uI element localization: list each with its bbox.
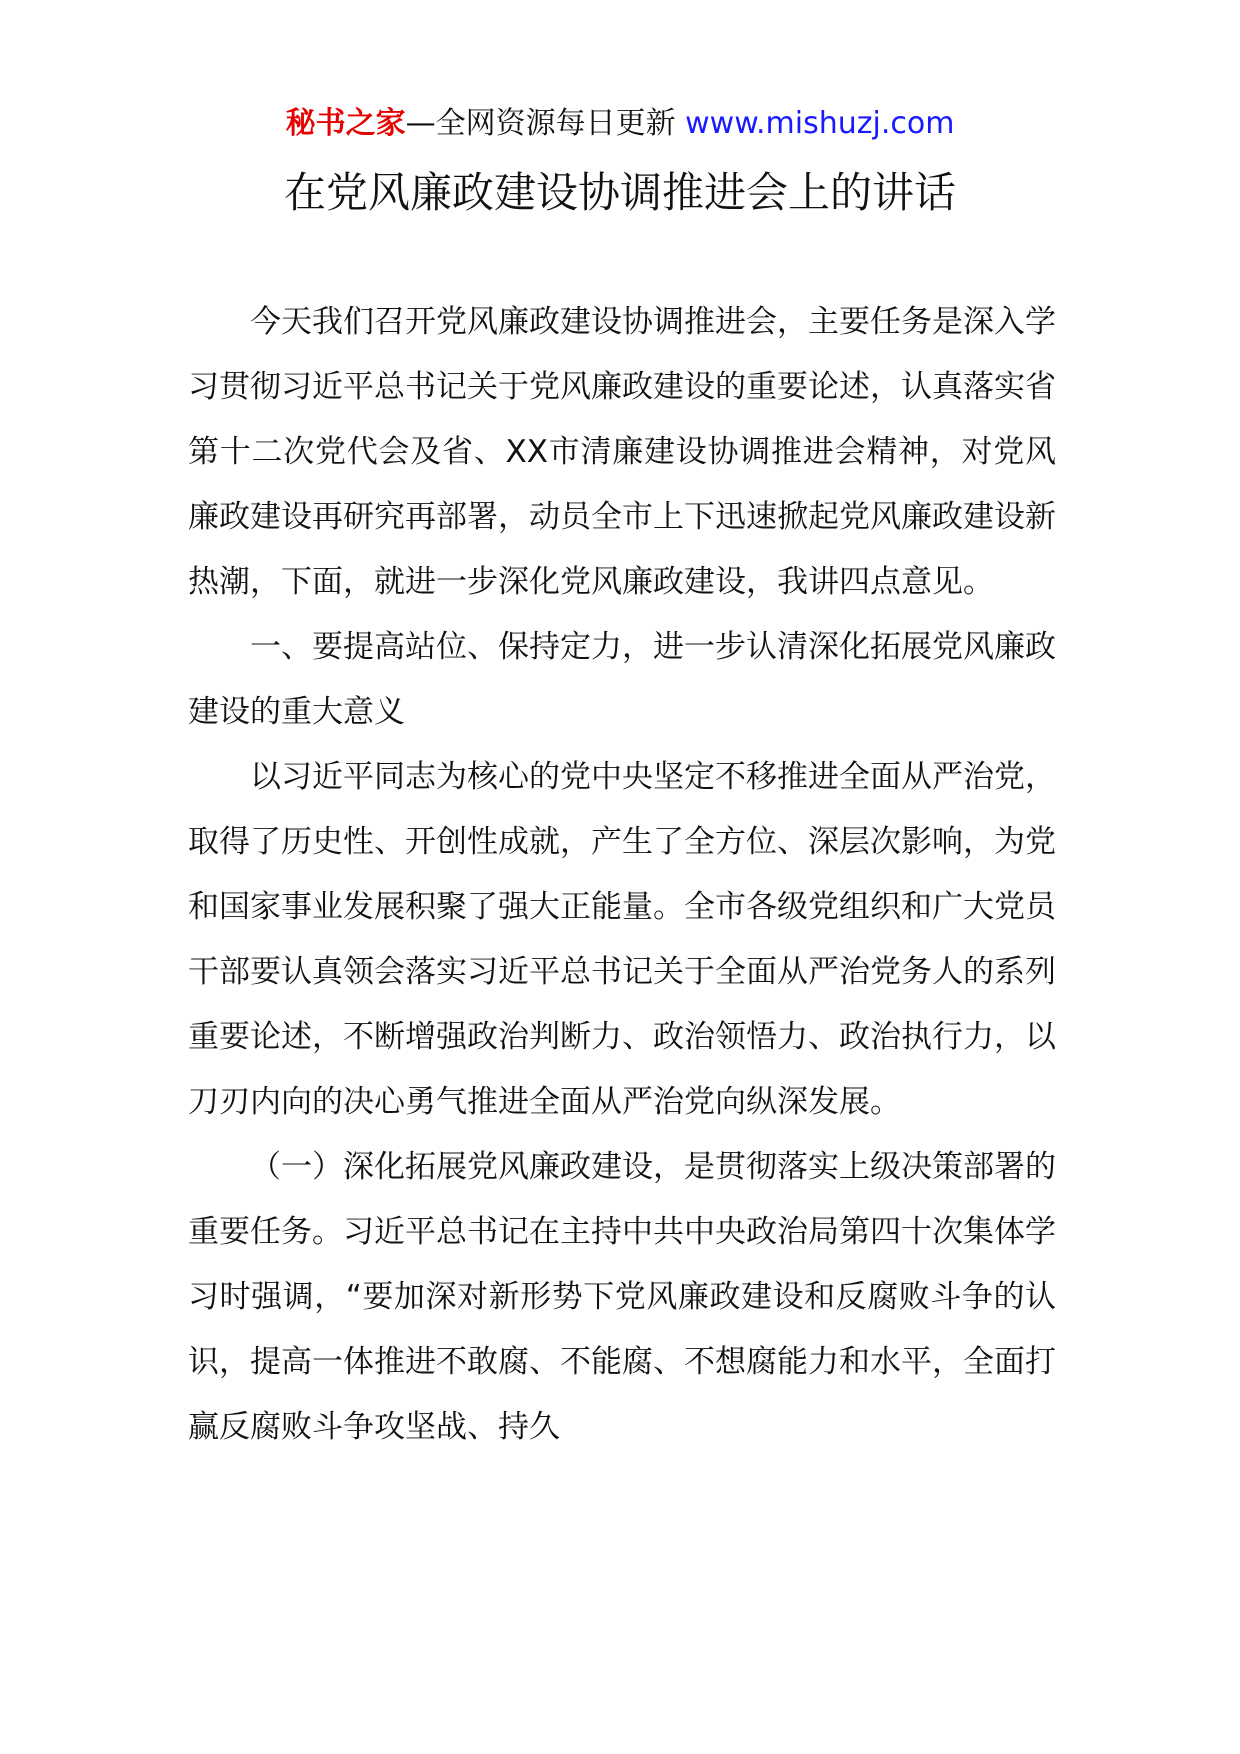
paragraph-subsection-1: （一）深化拓展党风廉政建设，是贯彻落实上级决策部署的重要任务。习近平总书记在主持中共中央政治局第四十次集体学习时强调，“要加深对新形势下党风廉政建设和反腐败斗争的认识，提高一体推进不敢腐、不能腐、不想腐能力和水平，全面打赢反腐败斗争攻坚战、持久 xyxy=(188,1149,1056,1445)
site-slogan: —全网资源每日更新 xyxy=(405,106,676,141)
site-url-link[interactable]: www.mishuzj.com xyxy=(685,106,955,141)
document-body xyxy=(188,290,1056,1460)
section-heading-1: 一、要提高站位、保持定力，进一步认清深化拓展党风廉政建设的重大意义 xyxy=(188,629,1056,730)
paragraph-section-1: 以习近平同志为核心的党中央坚定不移推进全面从严治党，取得了历史性、开创性成就，产生了全方位、深层次影响，为党和国家事业发展积聚了强大正能量。全市各级党组织和广大党员干部要认真领会落实习近平总书记关于全面从严治党务人的系列重要论述，不断增强政治判断力、政治领悟力、政治执行力，以刀刃内向的决心勇气推进全面从严治党向纵深发展。 xyxy=(188,759,1056,1120)
paragraph-intro: 今天我们召开党风廉政建设协调推进会，主要任务是深入学习贯彻习近平总书记关于党风廉政建设的重要论述，认真落实省第十二次党代会及省、XX市清廉建设协调推进会精神，对党风廉政建设再研究再部署，动员全市上下迅速掀起党风廉政建设新热潮，下面，就进一步深化党风廉政建设，我讲四点意见。 xyxy=(188,304,1056,600)
site-brand: 秘书之家 xyxy=(285,106,406,141)
site-header xyxy=(0,104,1240,144)
document-title: 在党风廉政建设协调推进会上的讲话 xyxy=(283,168,956,217)
